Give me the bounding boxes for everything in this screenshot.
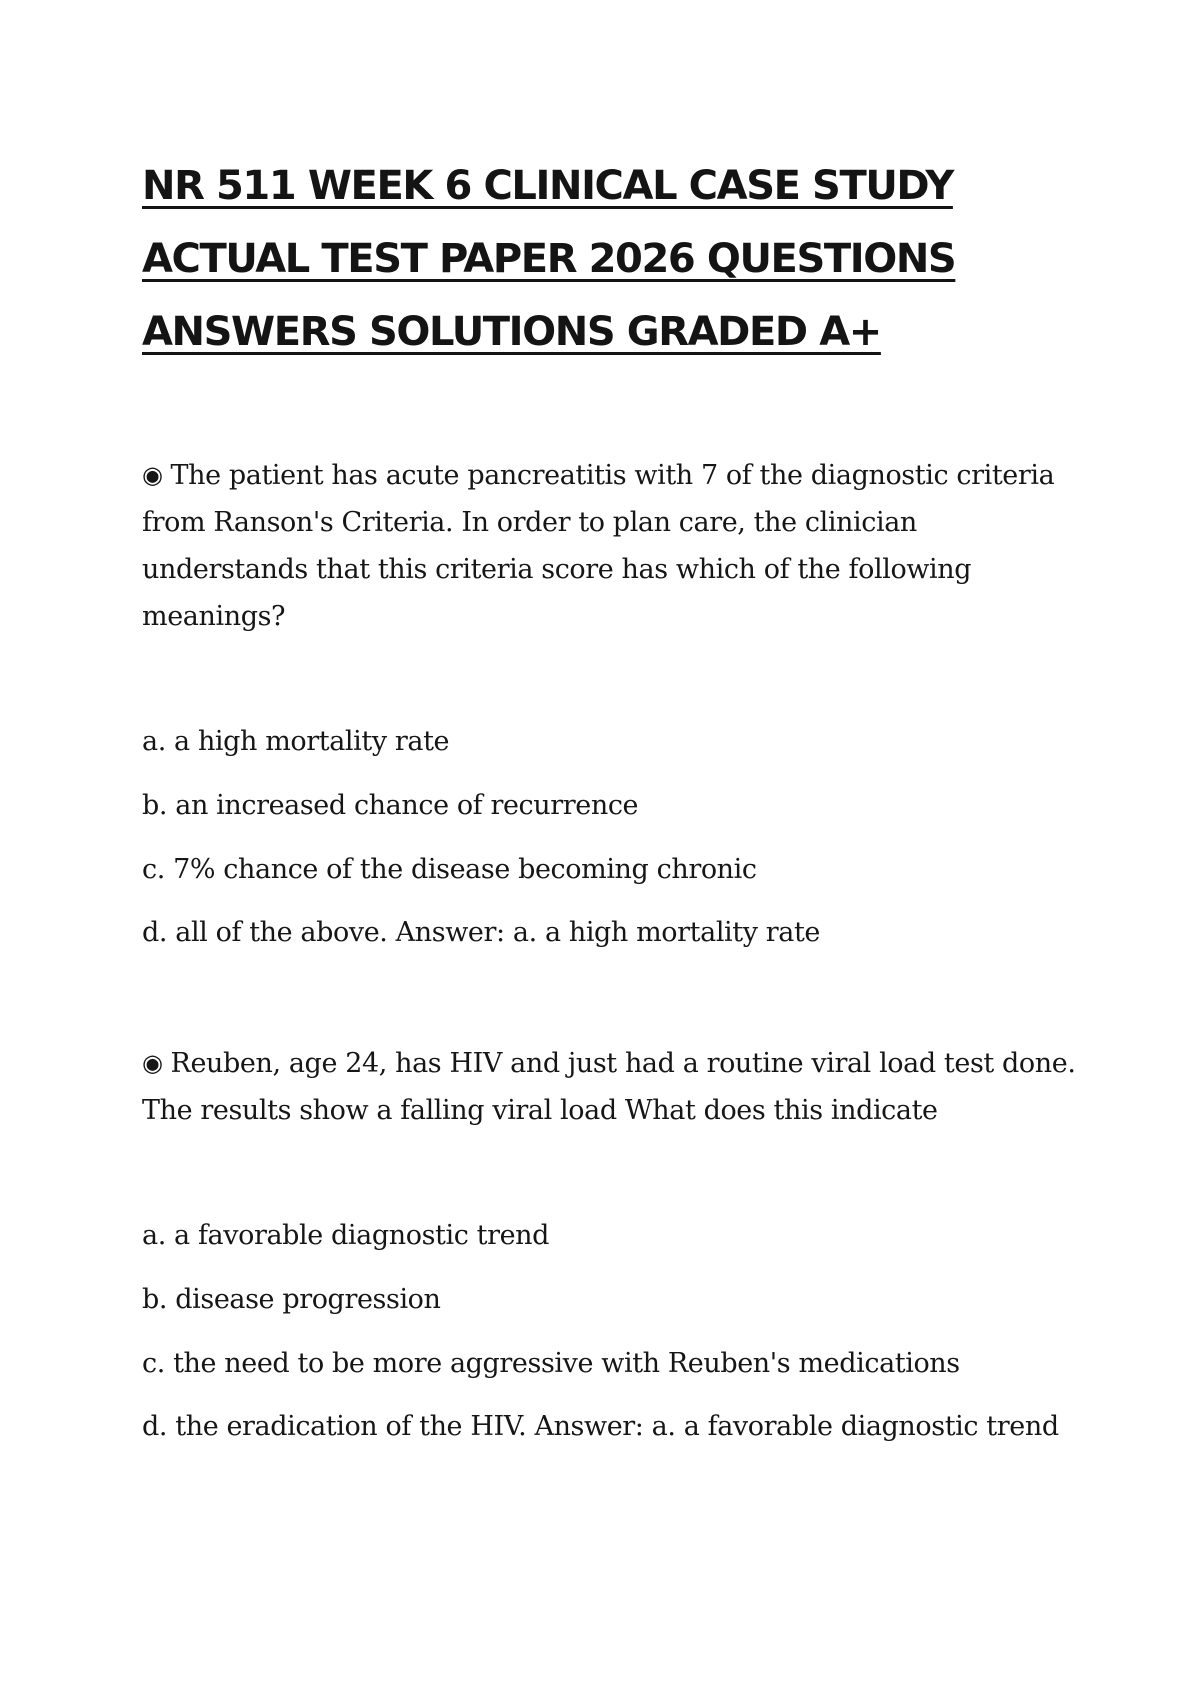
question-1-option-c: c. 7% chance of the disease becoming chronic	[142, 854, 757, 885]
radio-bullet-icon: ◉	[142, 461, 163, 489]
question-1-option-d-answer: d. all of the above. Answer: a. a high mortality rate	[142, 917, 821, 948]
document-title	[142, 150, 1062, 369]
question-2-option-c: c. the need to be more aggressive with Reuben's medications	[142, 1348, 960, 1379]
question-1-option-b: b. an increased chance of recurrence	[142, 790, 639, 821]
title-line-1: NR 511 WEEK 6 CLINICAL CASE STUDY	[142, 163, 953, 209]
question-2-stem: Reuben, age 24, has HIV and just had a routine viral load test done. The results show a falling viral load What does this indicate	[142, 1048, 1076, 1126]
question-1-stem: The patient has acute pancreatitis with 7 of the diagnostic criteria from Ranson's Criteria. In order to plan care, the clinician understands that this criteria score has which of the following meanings?	[142, 460, 1055, 632]
question-1-option-a: a. a high mortality rate	[142, 726, 450, 757]
title-line-3: ANSWERS SOLUTIONS GRADED A+	[142, 309, 881, 355]
title-line-2: ACTUAL TEST PAPER 2026 QUESTIONS	[142, 236, 956, 282]
question-2-option-d-answer: d. the eradication of the HIV. Answer: a. a favorable diagnostic trend	[142, 1411, 1059, 1442]
question-2-text	[142, 1040, 1082, 1134]
question-2-option-b: b. disease progression	[142, 1284, 441, 1315]
radio-bullet-icon: ◉	[142, 1049, 163, 1077]
question-1-text	[142, 452, 1082, 640]
question-2-option-a: a. a favorable diagnostic trend	[142, 1220, 550, 1251]
